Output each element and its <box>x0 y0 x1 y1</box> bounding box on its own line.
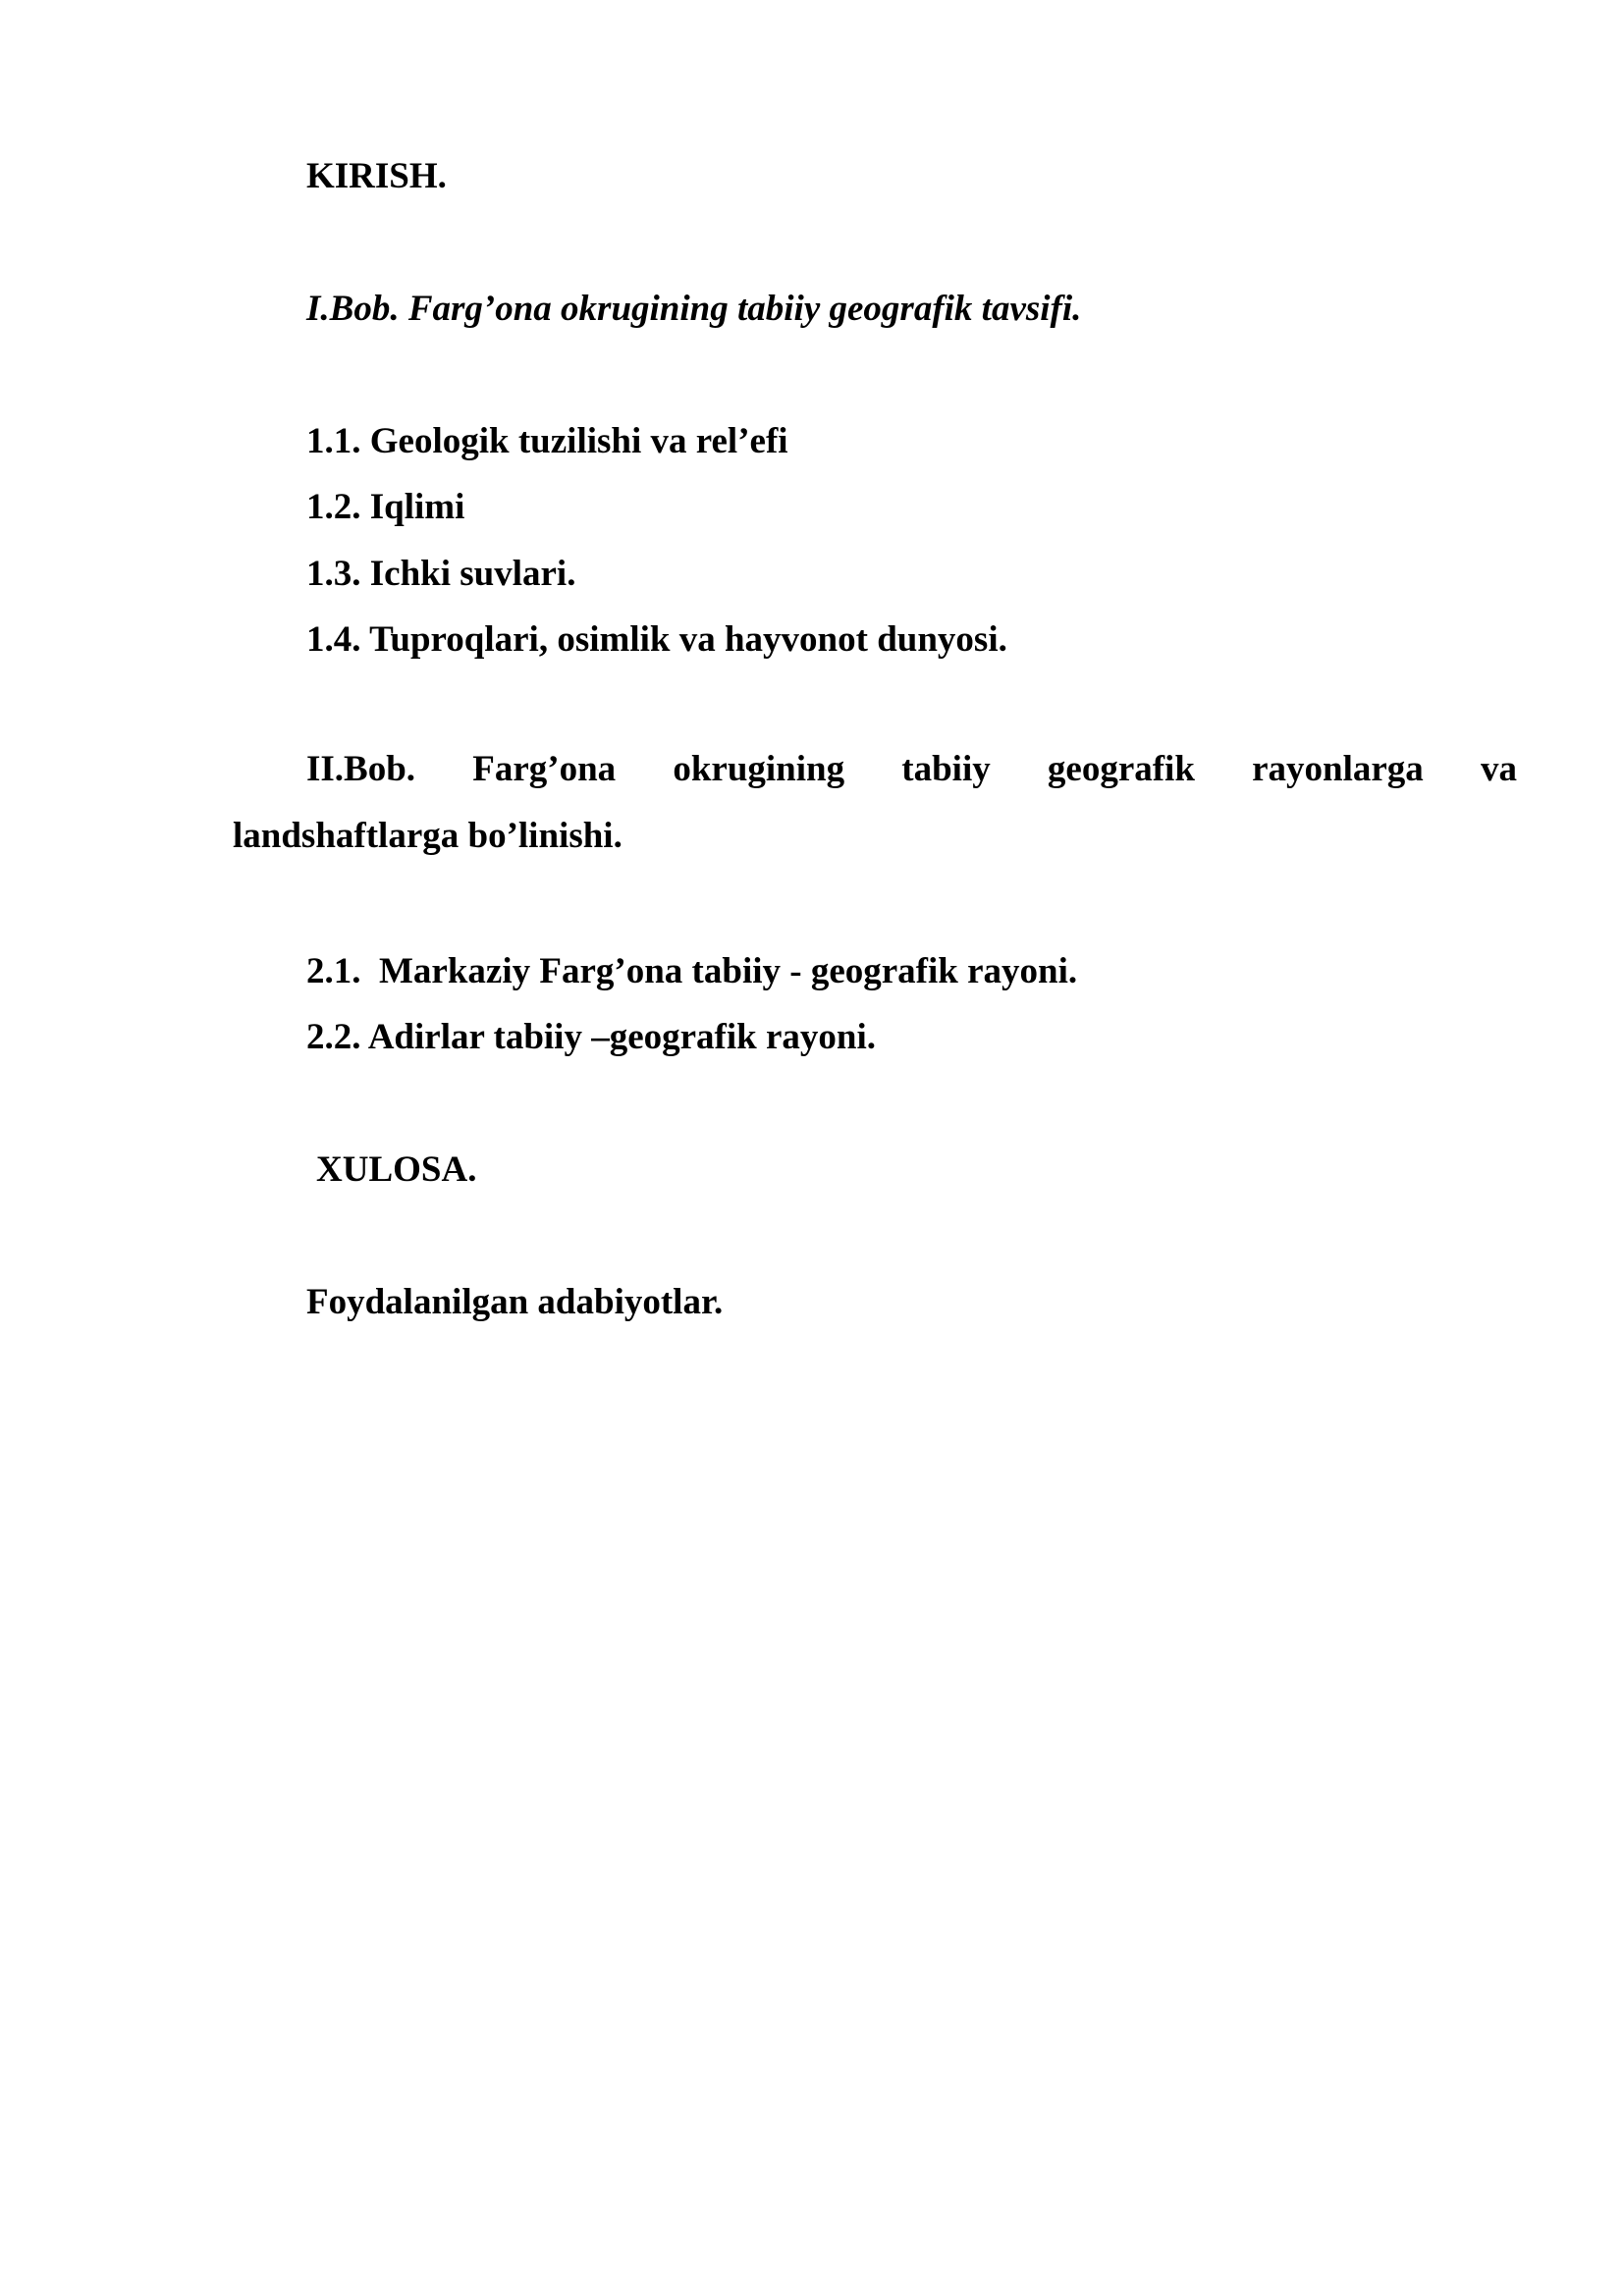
section-1-1: 1.1. Geologik tuzilishi va rel’efi <box>306 421 788 461</box>
chapter-2-title-word: rayonlarga <box>1252 749 1424 789</box>
chapter-1-title: I.Bob. Farg’ona okrugining tabiiy geografik tavsifi. <box>306 289 1082 329</box>
section-2-2: 2.2. Adirlar tabiiy –geografik rayoni. <box>306 1017 877 1057</box>
section-1-3: 1.3. Ichki suvlari. <box>306 554 576 594</box>
chapter-2-title-word: II.Bob. <box>306 749 416 789</box>
section-2-1: 2.1. Markaziy Farg’ona tabiiy - geografik rayoni. <box>306 951 1078 991</box>
chapter-2-title-word: tabiiy <box>901 749 991 789</box>
section-1-4: 1.4. Tuproqlari, osimlik va hayvonot dunyosi. <box>306 619 1007 660</box>
chapter-2-title <box>306 748 1517 791</box>
conclusion-heading: XULOSA. <box>316 1149 477 1190</box>
chapter-2-title-word: geografik <box>1047 749 1195 789</box>
references-heading: Foydalanilgan adabiyotlar. <box>306 1282 724 1322</box>
chapter-2-title-word: va <box>1480 749 1517 789</box>
chapter-2-title-word: Farg’ona <box>472 749 617 789</box>
section-1-2: 1.2. Iqlimi <box>306 487 465 527</box>
chapter-2-title-continuation: landshaftlarga bo’linishi. <box>233 816 623 856</box>
intro-heading: KIRISH. <box>306 156 447 196</box>
chapter-2-title-word: okrugining <box>673 749 845 789</box>
